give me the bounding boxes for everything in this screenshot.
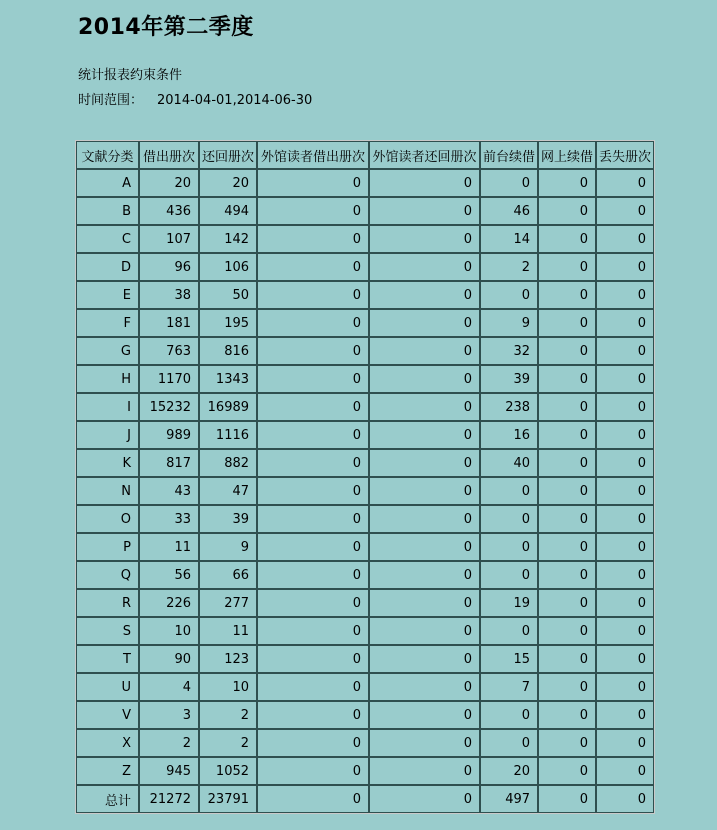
value-cell: 0 [257, 477, 369, 505]
value-cell: 0 [369, 225, 480, 253]
value-cell: 16989 [199, 393, 257, 421]
value-cell: 0 [596, 309, 654, 337]
category-cell: O [76, 505, 139, 533]
value-cell: 0 [480, 533, 538, 561]
value-cell: 107 [139, 225, 199, 253]
value-cell: 0 [538, 533, 596, 561]
value-cell: 0 [596, 197, 654, 225]
value-cell: 1116 [199, 421, 257, 449]
value-cell: 23791 [199, 785, 257, 813]
value-cell: 0 [257, 645, 369, 673]
value-cell: 817 [139, 449, 199, 477]
category-cell: I [76, 393, 139, 421]
value-cell: 0 [538, 645, 596, 673]
value-cell: 0 [596, 701, 654, 729]
value-cell: 0 [596, 533, 654, 561]
table-row [76, 337, 654, 365]
value-cell: 0 [257, 561, 369, 589]
table-row [76, 365, 654, 393]
column-header: 借出册次 [139, 141, 199, 169]
value-cell: 3 [139, 701, 199, 729]
value-cell: 0 [538, 589, 596, 617]
value-cell: 0 [369, 393, 480, 421]
value-cell: 0 [596, 589, 654, 617]
value-cell: 11 [139, 533, 199, 561]
value-cell: 0 [257, 757, 369, 785]
value-cell: 47 [199, 477, 257, 505]
table-row [76, 421, 654, 449]
value-cell: 0 [257, 701, 369, 729]
value-cell: 9 [199, 533, 257, 561]
value-cell: 0 [369, 673, 480, 701]
statistics-table-header [76, 141, 654, 169]
value-cell: 0 [596, 673, 654, 701]
value-cell: 0 [596, 393, 654, 421]
value-cell: 816 [199, 337, 257, 365]
category-cell: Q [76, 561, 139, 589]
value-cell: 0 [369, 197, 480, 225]
value-cell: 0 [538, 421, 596, 449]
value-cell: 0 [257, 617, 369, 645]
value-cell: 989 [139, 421, 199, 449]
table-row [76, 589, 654, 617]
value-cell: 0 [369, 757, 480, 785]
value-cell: 0 [538, 365, 596, 393]
value-cell: 0 [369, 365, 480, 393]
value-cell: 0 [596, 645, 654, 673]
value-cell: 1343 [199, 365, 257, 393]
value-cell: 0 [369, 533, 480, 561]
value-cell: 50 [199, 281, 257, 309]
category-cell: J [76, 421, 139, 449]
header-row [76, 141, 654, 169]
value-cell: 142 [199, 225, 257, 253]
time-range-value: 2014-04-01,2014-06-30 [157, 93, 313, 108]
value-cell: 0 [538, 673, 596, 701]
value-cell: 20 [480, 757, 538, 785]
value-cell: 0 [538, 309, 596, 337]
value-cell: 0 [480, 281, 538, 309]
value-cell: 0 [538, 449, 596, 477]
value-cell: 0 [369, 701, 480, 729]
table-row [76, 757, 654, 785]
time-range-label: 时间范围： [78, 93, 144, 108]
value-cell: 0 [480, 169, 538, 197]
value-cell: 0 [538, 169, 596, 197]
value-cell: 277 [199, 589, 257, 617]
value-cell: 0 [596, 169, 654, 197]
column-header: 外馆读者借出册次 [257, 141, 369, 169]
value-cell: 1052 [199, 757, 257, 785]
table-row [76, 197, 654, 225]
value-cell: 945 [139, 757, 199, 785]
value-cell: 15 [480, 645, 538, 673]
statistics-table-body [76, 169, 654, 813]
category-cell: N [76, 477, 139, 505]
value-cell: 0 [480, 505, 538, 533]
value-cell: 0 [369, 617, 480, 645]
value-cell: 0 [369, 561, 480, 589]
value-cell: 2 [199, 729, 257, 757]
value-cell: 0 [538, 701, 596, 729]
category-cell: A [76, 169, 139, 197]
value-cell: 15232 [139, 393, 199, 421]
column-header: 网上续借 [538, 141, 596, 169]
value-cell: 0 [369, 589, 480, 617]
value-cell: 0 [538, 617, 596, 645]
value-cell: 20 [199, 169, 257, 197]
value-cell: 0 [596, 365, 654, 393]
column-header: 文献分类 [76, 141, 139, 169]
value-cell: 0 [538, 477, 596, 505]
value-cell: 497 [480, 785, 538, 813]
table-row [76, 253, 654, 281]
value-cell: 0 [257, 673, 369, 701]
value-cell: 0 [369, 309, 480, 337]
value-cell: 494 [199, 197, 257, 225]
value-cell: 0 [538, 337, 596, 365]
value-cell: 20 [139, 169, 199, 197]
value-cell: 0 [538, 197, 596, 225]
value-cell: 0 [538, 561, 596, 589]
value-cell: 0 [369, 253, 480, 281]
value-cell: 0 [596, 757, 654, 785]
value-cell: 14 [480, 225, 538, 253]
category-cell: H [76, 365, 139, 393]
value-cell: 0 [480, 701, 538, 729]
value-cell: 0 [369, 337, 480, 365]
column-header: 前台续借 [480, 141, 538, 169]
category-cell: K [76, 449, 139, 477]
table-row [76, 169, 654, 197]
value-cell: 0 [596, 225, 654, 253]
category-cell: Z [76, 757, 139, 785]
value-cell: 2 [199, 701, 257, 729]
value-cell: 0 [257, 169, 369, 197]
value-cell: 33 [139, 505, 199, 533]
value-cell: 90 [139, 645, 199, 673]
value-cell: 0 [596, 421, 654, 449]
value-cell: 0 [369, 785, 480, 813]
value-cell: 0 [596, 253, 654, 281]
value-cell: 106 [199, 253, 257, 281]
category-cell: B [76, 197, 139, 225]
column-header: 外馆读者还回册次 [369, 141, 480, 169]
value-cell: 0 [257, 393, 369, 421]
value-cell: 96 [139, 253, 199, 281]
value-cell: 0 [596, 505, 654, 533]
value-cell: 0 [369, 169, 480, 197]
value-cell: 0 [257, 589, 369, 617]
category-cell: P [76, 533, 139, 561]
table-row [76, 617, 654, 645]
value-cell: 0 [480, 617, 538, 645]
value-cell: 0 [596, 785, 654, 813]
table-row [76, 225, 654, 253]
value-cell: 66 [199, 561, 257, 589]
table-row [76, 281, 654, 309]
value-cell: 0 [480, 477, 538, 505]
value-cell: 0 [257, 337, 369, 365]
value-cell: 0 [480, 561, 538, 589]
table-row [76, 449, 654, 477]
category-cell: C [76, 225, 139, 253]
value-cell: 0 [257, 449, 369, 477]
value-cell: 0 [480, 729, 538, 757]
value-cell: 39 [199, 505, 257, 533]
column-header: 丢失册次 [596, 141, 654, 169]
category-cell: D [76, 253, 139, 281]
table-row [76, 393, 654, 421]
value-cell: 0 [596, 729, 654, 757]
category-cell: R [76, 589, 139, 617]
table-row [76, 673, 654, 701]
table-row [76, 533, 654, 561]
value-cell: 0 [257, 421, 369, 449]
value-cell: 0 [538, 729, 596, 757]
value-cell: 0 [257, 785, 369, 813]
table-row [76, 505, 654, 533]
value-cell: 0 [257, 225, 369, 253]
value-cell: 39 [480, 365, 538, 393]
value-cell: 19 [480, 589, 538, 617]
table-row [76, 561, 654, 589]
value-cell: 0 [257, 505, 369, 533]
value-cell: 0 [257, 197, 369, 225]
value-cell: 0 [257, 281, 369, 309]
page-title: 2014年第二季度 [78, 15, 254, 40]
value-cell: 0 [538, 505, 596, 533]
column-header: 还回册次 [199, 141, 257, 169]
value-cell: 0 [369, 645, 480, 673]
value-cell: 10 [139, 617, 199, 645]
value-cell: 0 [538, 281, 596, 309]
value-cell: 0 [369, 729, 480, 757]
value-cell: 0 [257, 365, 369, 393]
value-cell: 9 [480, 309, 538, 337]
value-cell: 32 [480, 337, 538, 365]
value-cell: 0 [596, 617, 654, 645]
value-cell: 43 [139, 477, 199, 505]
value-cell: 40 [480, 449, 538, 477]
value-cell: 0 [596, 561, 654, 589]
value-cell: 195 [199, 309, 257, 337]
value-cell: 0 [257, 309, 369, 337]
value-cell: 436 [139, 197, 199, 225]
report-constraints-label: 统计报表约束条件 [78, 68, 183, 83]
category-cell: V [76, 701, 139, 729]
value-cell: 4 [139, 673, 199, 701]
value-cell: 1170 [139, 365, 199, 393]
value-cell: 0 [369, 477, 480, 505]
category-cell: T [76, 645, 139, 673]
category-cell: 总计 [76, 785, 139, 813]
value-cell: 0 [596, 281, 654, 309]
value-cell: 0 [538, 757, 596, 785]
time-range-line [78, 92, 717, 109]
value-cell: 0 [596, 337, 654, 365]
table-row [76, 309, 654, 337]
category-cell: S [76, 617, 139, 645]
value-cell: 0 [596, 477, 654, 505]
category-cell: X [76, 729, 139, 757]
value-cell: 46 [480, 197, 538, 225]
value-cell: 882 [199, 449, 257, 477]
category-cell: F [76, 309, 139, 337]
value-cell: 10 [199, 673, 257, 701]
value-cell: 2 [139, 729, 199, 757]
value-cell: 0 [538, 225, 596, 253]
value-cell: 11 [199, 617, 257, 645]
value-cell: 21272 [139, 785, 199, 813]
value-cell: 38 [139, 281, 199, 309]
value-cell: 123 [199, 645, 257, 673]
category-cell: G [76, 337, 139, 365]
value-cell: 2 [480, 253, 538, 281]
value-cell: 0 [257, 253, 369, 281]
value-cell: 0 [369, 505, 480, 533]
total-row [76, 785, 654, 813]
value-cell: 0 [369, 281, 480, 309]
value-cell: 0 [538, 393, 596, 421]
value-cell: 763 [139, 337, 199, 365]
value-cell: 181 [139, 309, 199, 337]
category-cell: E [76, 281, 139, 309]
value-cell: 0 [538, 785, 596, 813]
value-cell: 226 [139, 589, 199, 617]
table-row [76, 645, 654, 673]
statistics-table [75, 140, 655, 814]
value-cell: 0 [257, 533, 369, 561]
table-row [76, 477, 654, 505]
value-cell: 16 [480, 421, 538, 449]
value-cell: 0 [538, 253, 596, 281]
value-cell: 0 [596, 449, 654, 477]
value-cell: 238 [480, 393, 538, 421]
value-cell: 0 [369, 449, 480, 477]
value-cell: 56 [139, 561, 199, 589]
value-cell: 0 [257, 729, 369, 757]
category-cell: U [76, 673, 139, 701]
table-row [76, 729, 654, 757]
value-cell: 0 [369, 421, 480, 449]
value-cell: 7 [480, 673, 538, 701]
table-row [76, 701, 654, 729]
